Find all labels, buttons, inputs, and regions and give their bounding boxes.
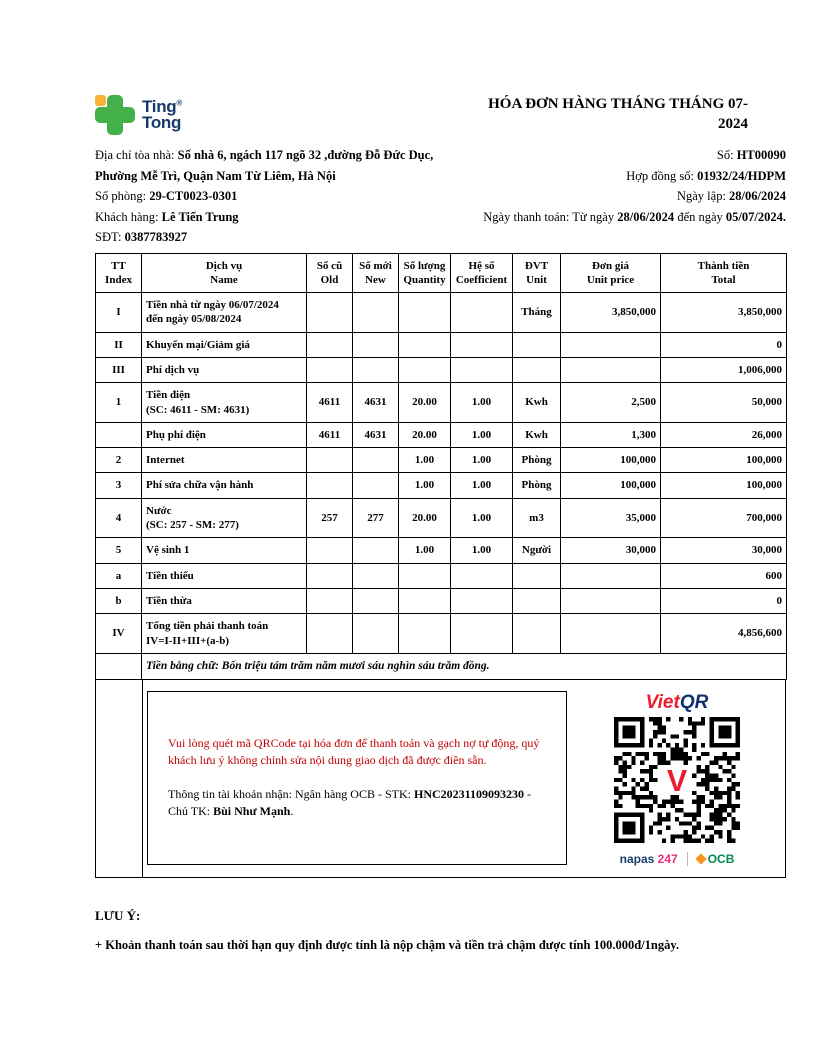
cell-unit-price — [561, 357, 661, 382]
cell-new: 277 — [353, 498, 399, 538]
brand-tong: Tong — [142, 113, 182, 132]
info-row — [95, 207, 786, 228]
cell-total: 600 — [661, 563, 787, 588]
cell-service-name: Tiền nhà từ ngày 06/07/2024 đến ngày 05/08/2024 — [142, 293, 307, 333]
cell-new: 4631 — [353, 383, 399, 423]
cell-unit — [513, 563, 561, 588]
cell-old — [307, 357, 353, 382]
column-header: ĐVT Unit — [513, 253, 561, 293]
cell-old — [307, 614, 353, 654]
table-body — [96, 293, 787, 654]
cell-unit: Phòng — [513, 448, 561, 473]
invoice-info — [95, 145, 786, 248]
cell-old — [307, 588, 353, 613]
cell-coefficient: 1.00 — [451, 422, 513, 447]
cell-service-name: Internet — [142, 448, 307, 473]
cell-unit-price — [561, 563, 661, 588]
room-number: Số phòng: 29-CT0023-0301 — [95, 189, 238, 203]
cell-unit-price: 100,000 — [561, 473, 661, 498]
payment-instructions-box — [147, 691, 567, 865]
column-header: TT Index — [96, 253, 142, 293]
cell-new — [353, 448, 399, 473]
cell-quantity — [399, 563, 451, 588]
column-header: Hệ số Coefficient — [451, 253, 513, 293]
cell-quantity — [399, 588, 451, 613]
cell-old — [307, 538, 353, 563]
cell-coefficient — [451, 293, 513, 333]
amount-words-index-cell — [96, 653, 142, 679]
cell-index: I — [96, 293, 142, 333]
cell-unit — [513, 357, 561, 382]
cell-unit-price: 1,300 — [561, 422, 661, 447]
cell-index: 3 — [96, 473, 142, 498]
payment-network-logos — [620, 852, 735, 866]
cell-index: III — [96, 357, 142, 382]
cell-total: 26,000 — [661, 422, 787, 447]
cell-service-name: Phí sửa chữa vận hành — [142, 473, 307, 498]
notes-title: LƯU Ý: — [95, 907, 141, 923]
cell-old — [307, 473, 353, 498]
info-row — [95, 166, 786, 187]
payment-section — [95, 680, 786, 878]
cell-service-name: Tổng tiền phải thanh toán IV=I-II+III+(a-b) — [142, 614, 307, 654]
cell-old: 4611 — [307, 383, 353, 423]
cell-unit-price: 35,000 — [561, 498, 661, 538]
page-title: HÓA ĐƠN HÀNG THÁNG THÁNG 07- 2024 — [488, 96, 748, 132]
cell-index: 1 — [96, 383, 142, 423]
cell-old — [307, 293, 353, 333]
info-row — [95, 186, 786, 207]
qr-payment-notice: Vui lòng quét mã QRCode tại hóa đơn để thanh toán và gạch nợ tự động, quý khách lưu ý không chỉnh sửa nội dung giao dịch đã được điền sẵn. — [168, 736, 540, 768]
cell-service-name: Tiền thiếu — [142, 563, 307, 588]
cell-unit: Tháng — [513, 293, 561, 333]
cell-total: 1,006,000 — [661, 357, 787, 382]
cell-unit — [513, 332, 561, 357]
cell-quantity — [399, 332, 451, 357]
table-row — [96, 614, 787, 654]
cell-quantity — [399, 614, 451, 654]
cell-new — [353, 588, 399, 613]
table-row — [96, 473, 787, 498]
cell-total: 3,850,000 — [661, 293, 787, 333]
account-info: Thông tin tài khoản nhận: Ngân hàng OCB - STK: HNC20231109093230 - Chủ TK: Bùi Như Mạnh. — [168, 786, 531, 819]
cell-old: 4611 — [307, 422, 353, 447]
ocb-diamond-icon — [695, 853, 706, 864]
amount-in-words: Tiền bằng chữ: Bốn triệu tám trăm năm mươi sáu nghìn sáu trăm đồng. — [142, 653, 787, 679]
building-address-line2: Phường Mễ Trì, Quận Nam Từ Liêm, Hà Nội — [95, 168, 336, 183]
napas-logo: napas 247 — [619, 851, 678, 866]
cell-unit — [513, 614, 561, 654]
table-row — [96, 498, 787, 538]
cell-quantity: 1.00 — [399, 473, 451, 498]
cell-quantity: 20.00 — [399, 383, 451, 423]
header — [95, 95, 786, 135]
cell-coefficient — [451, 563, 513, 588]
cell-total: 50,000 — [661, 383, 787, 423]
cell-old — [307, 563, 353, 588]
cell-coefficient — [451, 332, 513, 357]
table-row — [96, 357, 787, 382]
cell-new — [353, 293, 399, 333]
qr-area — [577, 691, 777, 865]
cell-index: a — [96, 563, 142, 588]
cell-index: 4 — [96, 498, 142, 538]
table-row — [96, 588, 787, 613]
cell-total: 0 — [661, 588, 787, 613]
amount-in-words-row — [96, 653, 787, 679]
cell-index: 2 — [96, 448, 142, 473]
cell-service-name: Nước (SC: 257 - SM: 277) — [142, 498, 307, 538]
cell-unit: Kwh — [513, 383, 561, 423]
cell-unit — [513, 588, 561, 613]
building-address: Địa chỉ tòa nhà: Số nhà 6, ngách 117 ngõ 32 ,đường Đỗ Đức Dục, — [95, 148, 434, 162]
cell-coefficient — [451, 357, 513, 382]
cell-unit-price — [561, 614, 661, 654]
table-row — [96, 448, 787, 473]
brand-ting: Ting — [142, 96, 177, 116]
cell-new — [353, 614, 399, 654]
cell-quantity — [399, 357, 451, 382]
svg-text:V: V — [666, 763, 688, 798]
account-number: HNC20231109093230 — [413, 786, 524, 801]
cell-service-name: Vệ sinh 1 — [142, 538, 307, 563]
cell-unit-price — [561, 332, 661, 357]
cell-new — [353, 473, 399, 498]
cell-new — [353, 357, 399, 382]
logo-divider — [687, 852, 688, 866]
issue-date: Ngày lập: 28/06/2024 — [676, 189, 786, 203]
cell-quantity: 20.00 — [399, 498, 451, 538]
table-header-row — [96, 253, 787, 293]
invoice-number: Số: HT00090 — [716, 148, 786, 162]
cell-total: 4,856,600 — [661, 614, 787, 654]
cell-new — [353, 563, 399, 588]
cell-service-name: Tiền điện (SC: 4611 - SM: 4631) — [142, 383, 307, 423]
qr-code — [614, 717, 740, 843]
table-row — [96, 538, 787, 563]
cell-unit: Người — [513, 538, 561, 563]
cell-coefficient: 1.00 — [451, 383, 513, 423]
cell-coefficient: 1.00 — [451, 473, 513, 498]
cell-old: 257 — [307, 498, 353, 538]
cell-service-name: Phụ phí điện — [142, 422, 307, 447]
vietqr-logo: VietQR — [645, 691, 709, 713]
cell-index — [96, 422, 142, 447]
cell-coefficient — [451, 614, 513, 654]
cell-total: 100,000 — [661, 448, 787, 473]
cell-quantity: 20.00 — [399, 422, 451, 447]
cell-service-name: Khuyến mại/Giảm giá — [142, 332, 307, 357]
cell-total: 0 — [661, 332, 787, 357]
tingtong-cross-icon — [95, 95, 135, 135]
cell-coefficient — [451, 588, 513, 613]
cell-unit-price: 3,850,000 — [561, 293, 661, 333]
cell-unit-price: 100,000 — [561, 448, 661, 473]
cell-quantity — [399, 293, 451, 333]
table-row — [96, 563, 787, 588]
column-header: Số cũ Old — [307, 253, 353, 293]
cell-old — [307, 332, 353, 357]
phone-number: SĐT: 0387783927 — [95, 230, 188, 244]
cell-old — [307, 448, 353, 473]
contract-number: Hợp đồng số: 01932/24/HDPM — [626, 168, 786, 183]
cell-service-name: Tiền thừa — [142, 588, 307, 613]
tingtong-logo — [95, 95, 182, 135]
cell-coefficient: 1.00 — [451, 448, 513, 473]
brand-name — [142, 96, 182, 132]
invoice-table — [95, 253, 787, 680]
table-row — [96, 422, 787, 447]
cell-quantity: 1.00 — [399, 538, 451, 563]
cell-index: II — [96, 332, 142, 357]
customer-name: Khách hàng: Lê Tiến Trung — [95, 209, 239, 224]
notes-section — [95, 908, 786, 953]
cell-total: 30,000 — [661, 538, 787, 563]
cell-coefficient: 1.00 — [451, 498, 513, 538]
info-row — [95, 145, 786, 166]
column-header: Dịch vụ Name — [142, 253, 307, 293]
cell-unit-price — [561, 588, 661, 613]
cell-index: IV — [96, 614, 142, 654]
info-row — [95, 227, 786, 248]
cell-quantity: 1.00 — [399, 448, 451, 473]
cell-index: 5 — [96, 538, 142, 563]
cell-unit-price: 30,000 — [561, 538, 661, 563]
table-row — [96, 383, 787, 423]
account-holder: Bùi Như Mạnh — [213, 804, 291, 819]
registered-mark: ® — [176, 98, 182, 108]
cell-unit: Phòng — [513, 473, 561, 498]
cell-total: 700,000 — [661, 498, 787, 538]
cell-unit-price: 2,500 — [561, 383, 661, 423]
cell-new — [353, 332, 399, 357]
table-row — [96, 293, 787, 333]
column-header: Đơn giá Unit price — [561, 253, 661, 293]
column-header: Thành tiền Total — [661, 253, 787, 293]
cell-new: 4631 — [353, 422, 399, 447]
notes-line: + Khoản thanh toán sau thời hạn quy định được tính là nộp chậm và tiền trả chậm được tính 100.000đ/1ngày. — [95, 937, 680, 952]
cell-index: b — [96, 588, 142, 613]
table-row — [96, 332, 787, 357]
cell-unit: Kwh — [513, 422, 561, 447]
cell-coefficient: 1.00 — [451, 538, 513, 563]
payment-period: Ngày thanh toán: Từ ngày 28/06/2024 đến ngày 05/07/2024. — [483, 209, 786, 224]
cell-new — [353, 538, 399, 563]
cell-service-name: Phí dịch vụ — [142, 357, 307, 382]
payment-section-index-cell — [96, 680, 143, 877]
column-header: Số lượng Quantity — [399, 253, 451, 293]
column-header: Số mới New — [353, 253, 399, 293]
ocb-logo: OCB — [697, 852, 735, 866]
cell-total: 100,000 — [661, 473, 787, 498]
cell-unit: m3 — [513, 498, 561, 538]
